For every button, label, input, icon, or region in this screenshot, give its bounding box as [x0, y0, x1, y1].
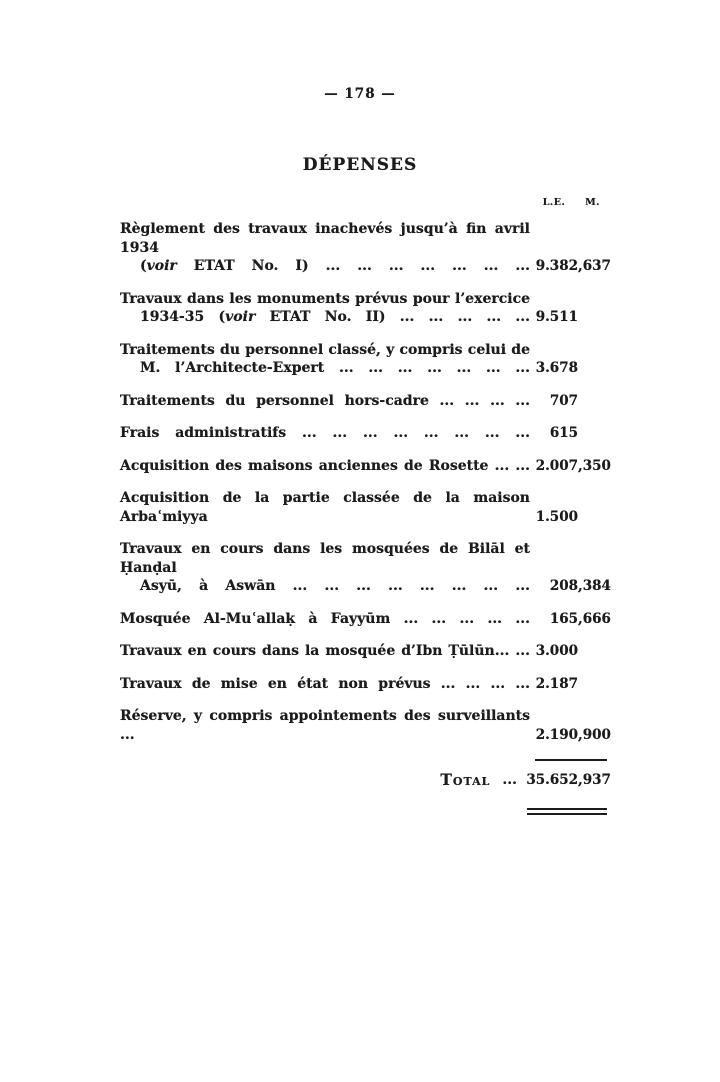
row-label [120, 457, 530, 476]
amount-pounds: 9.511 [535, 309, 578, 325]
row-label [120, 220, 530, 276]
amount-pounds: 707 [549, 392, 578, 409]
amount-pounds: 3.000 [535, 643, 578, 659]
row-label [120, 392, 530, 411]
row-label-line: Travaux de mise en état non prévus ... ... ... ... [120, 675, 530, 692]
row-label-line: (voir ETAT No. I) ... ... ... ... ... ... ... [140, 258, 530, 274]
amount-millimes [578, 308, 607, 327]
row-amount [530, 577, 611, 596]
row-amount [530, 424, 607, 443]
row-amount [530, 457, 611, 476]
row-label [120, 675, 530, 694]
amount-pounds: 615 [549, 425, 578, 441]
amount-millimes: ,637 [578, 258, 611, 274]
table-row [120, 540, 611, 596]
amount-millimes: ,350 [578, 457, 611, 474]
table-row [120, 341, 607, 378]
row-amount [530, 257, 611, 276]
table-row [120, 392, 607, 411]
column-header-m: M. [585, 197, 600, 208]
page-number: — 178 — [324, 86, 396, 102]
row-label [120, 341, 530, 378]
total-rule [535, 759, 607, 761]
column-header-le: L.E. [542, 197, 566, 208]
amount-pounds: 35.652 [526, 772, 578, 788]
row-amount [530, 675, 607, 694]
row-amount [530, 726, 611, 745]
row-label-line: Travaux en cours dans la mosquée d’Ibn Ṭūlūn... ... [120, 643, 530, 659]
amount-pounds: 2.187 [535, 675, 578, 692]
amount-millimes [578, 392, 607, 411]
amount-millimes [578, 642, 607, 661]
table-row [120, 707, 611, 744]
row-label [120, 290, 530, 327]
row-label [120, 424, 530, 443]
amount-pounds: 3.678 [535, 360, 578, 376]
row-label-line: Règlement des travaux inachevés jusqu’à fin avril 1934 [120, 221, 530, 256]
table-row [120, 220, 611, 276]
row-label [120, 707, 530, 744]
row-label-line: Travaux en cours dans les mosquées de Bilāl et Ḥanḍal [120, 541, 530, 576]
expenses-table [120, 196, 611, 815]
table-row [120, 675, 607, 694]
table-row [120, 424, 607, 443]
row-label-line: 1934-35 (voir ETAT No. II) ... ... ... ... ... [140, 309, 530, 325]
amount-pounds: 2.190 [535, 726, 578, 743]
column-headers [120, 196, 607, 209]
table-row [120, 457, 611, 476]
amount-pounds: 165 [549, 610, 578, 627]
total-row [120, 770, 611, 790]
italic-text: voir [146, 258, 177, 274]
row-amount [530, 392, 607, 411]
table-row [120, 610, 611, 629]
row-label [120, 540, 530, 596]
row-label-line: Traitements du personnel hors-cadre ... ... ... ... [120, 392, 530, 409]
row-label-line: Traitements du personnel classé, y compris celui de [120, 341, 530, 358]
table-row [120, 642, 607, 661]
row-label-line: Frais administratifs ... ... ... ... ... ... ... ... [120, 425, 530, 441]
page-title: DÉPENSES [302, 155, 418, 175]
amount-pounds: 208 [549, 578, 578, 594]
amount-millimes [578, 359, 607, 378]
total-amount [526, 771, 611, 790]
row-label-line: Acquisition des maisons anciennes de Rosette ... ... [120, 457, 530, 474]
row-amount [530, 359, 607, 378]
total-leader-dots: ... [502, 772, 517, 788]
row-label-line: M. l’Architecte-Expert ... ... ... ... ... ... ... [140, 360, 530, 376]
amount-millimes: ,900 [578, 726, 611, 743]
row-label-line: Travaux dans les monuments prévus pour l’exercice [120, 290, 530, 307]
amount-millimes: ,666 [578, 610, 611, 627]
table-row [120, 489, 607, 526]
row-label-line: Asyū, à Aswān ... ... ... ... ... ... ... ... [140, 578, 530, 594]
total-label: Total [440, 770, 491, 789]
row-amount [530, 308, 607, 327]
row-label-line: Acquisition de la partie classée de la maison Arbaʿmiyya [120, 490, 530, 525]
amount-millimes: ,937 [578, 772, 611, 788]
amount-millimes [578, 424, 607, 443]
row-amount [530, 508, 607, 527]
amount-millimes [578, 675, 607, 694]
italic-text: voir [225, 309, 256, 325]
amount-pounds: 1.500 [535, 508, 578, 525]
row-label [120, 610, 530, 629]
row-label [120, 489, 530, 526]
amount-pounds: 2.007 [535, 457, 578, 474]
table-row [120, 290, 607, 327]
row-amount [530, 642, 607, 661]
row-label-line: Mosquée Al-Muʿallaḳ à Fayyūm ... ... ... ... ... [120, 610, 530, 627]
amount-millimes: ,384 [578, 578, 611, 594]
row-amount [530, 610, 611, 629]
row-label [120, 642, 530, 661]
amount-millimes [578, 508, 607, 527]
row-label-line: Réserve, y compris appointements des surveillants ... [120, 708, 530, 743]
table-body [120, 220, 611, 744]
amount-pounds: 9.382 [535, 258, 578, 274]
total-double-rule [527, 808, 607, 815]
